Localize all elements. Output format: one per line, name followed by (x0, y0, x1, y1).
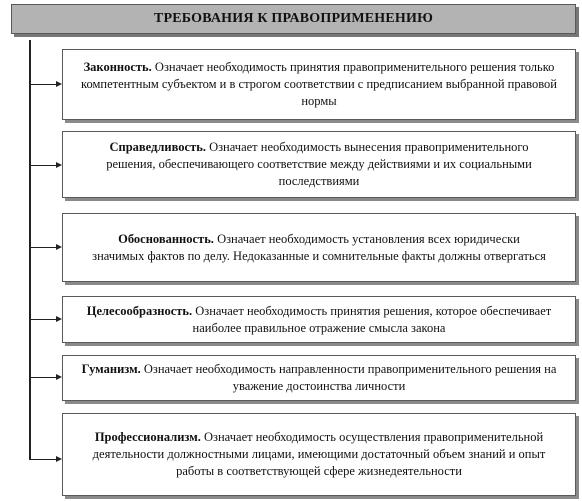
requirement-description: Означает необходимость принятия правоприменительного решения только компетентным субъектом и в строгом соответствии с предписанием выбранной правовой нормы (81, 60, 557, 108)
vertical-connector-line (29, 40, 31, 460)
requirement-description: Означает необходимость вынесения правоприменительного решения, обеспечивающего соответствие между действиями и их социальными последствиями (106, 140, 532, 188)
connector-line-4 (30, 319, 56, 320)
requirement-term: Целесообразность. (86, 303, 193, 318)
requirement-description: Означает необходимость направленности правоприменительного решения на уважение достоинства личности (140, 362, 557, 393)
requirement-expediency (62, 296, 576, 343)
requirement-text (84, 139, 554, 190)
requirement-text (92, 231, 547, 265)
requirement-term: Гуманизм. (81, 362, 141, 376)
connector-line-5 (30, 377, 56, 378)
requirement-fairness (62, 131, 576, 198)
requirement-text (79, 59, 559, 110)
requirement-professionalism (62, 413, 576, 496)
requirement-description: Означает необходимость осуществления правоприменительной деятельности должностными лицами, имеющими достаточный объем знаний и опыт работы в соответствующей сфере жизнедеятельности (92, 430, 546, 478)
requirement-humanism (62, 355, 576, 401)
requirement-description: Означает необходимость установления всех юридически значимых фактов по делу. Недоказанные и сомнительные факты должны отвергаться (92, 231, 546, 263)
requirement-legality (62, 49, 576, 120)
requirement-text (69, 303, 569, 337)
connector-line-2 (30, 165, 56, 166)
connector-line-1 (30, 84, 56, 85)
requirement-text (84, 429, 554, 480)
requirement-term: Законность. (83, 60, 152, 74)
requirement-validity (62, 213, 576, 282)
connector-line-3 (30, 247, 56, 248)
connector-line-6 (30, 459, 56, 460)
requirement-term: Профессионализм. (94, 430, 201, 444)
requirement-description: Означает необходимость принятия решения, которое обеспечивает наиболее правильное отражение смысла закона (192, 303, 552, 335)
requirement-text (79, 361, 559, 395)
requirement-term: Обоснованность. (118, 231, 214, 246)
requirement-term: Справедливость. (109, 140, 206, 154)
diagram-title: ТРЕБОВАНИЯ К ПРАВОПРИМЕНЕНИЮ (11, 4, 576, 34)
